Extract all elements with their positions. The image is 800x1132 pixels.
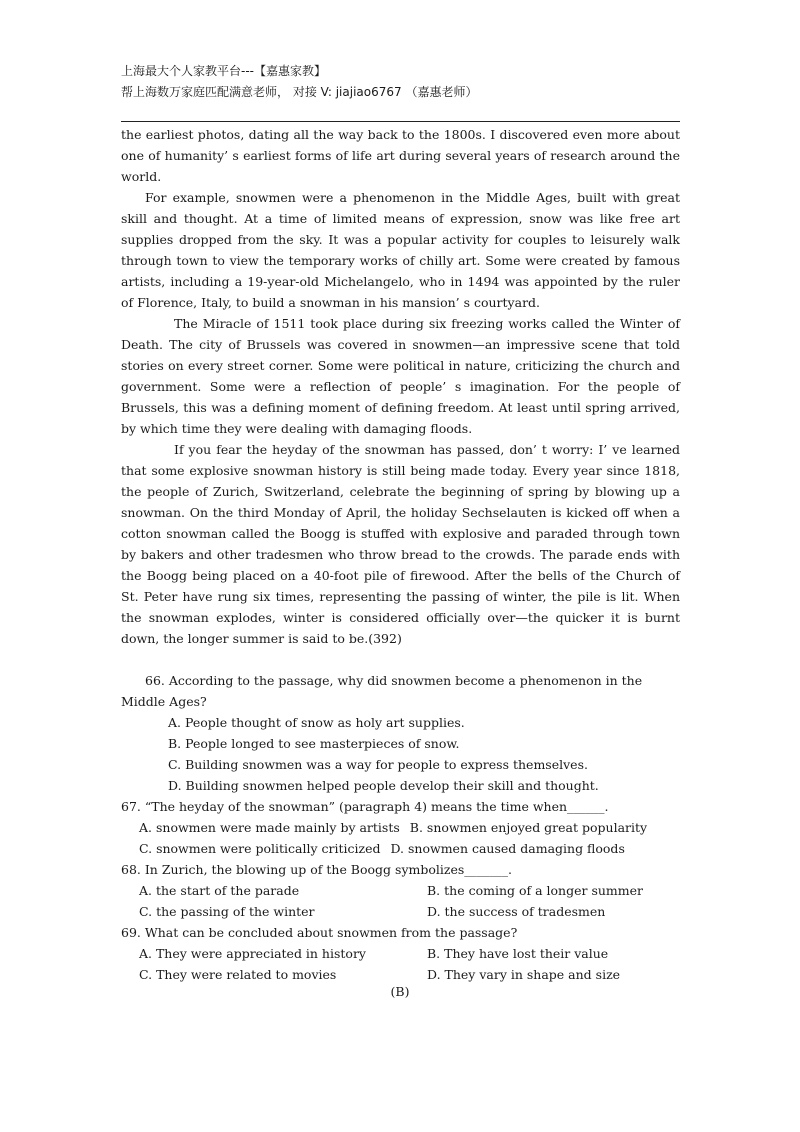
question-66-option-a: A. People thought of snow as holy art supplies. [168,715,465,730]
question-68-options-row-2 [121,901,680,922]
question-67-option-c: C. snowmen were politically criticized [139,841,381,856]
question-67-options-row-1 [121,817,680,838]
question-68-option-d: D. the success of tradesmen [427,904,606,919]
question-68-stem: 68. In Zurich, the blowing up of the Boogg symbolizes_______. [121,862,512,877]
question-66 [121,670,680,796]
question-69-option-d: D. They vary in shape and size [427,967,621,982]
question-66-option-d: D. Building snowmen helped people develop their skill and thought. [168,778,599,793]
header-contact-line: 帮上海数万家庭匹配满意老师， 对接 V: jiajiao6767 （嘉惠老师） [121,85,478,99]
question-67-stem: 67. “The heyday of the snowman” (paragraph 4) means the time when______. [121,799,609,814]
question-69-option-b: B. They have lost their value [427,946,609,961]
question-68-option-c: C. the passing of the winter [139,904,315,919]
question-69-stem: 69. What can be concluded about snowmen from the passage? [121,925,518,940]
question-67 [121,796,680,859]
question-67-options-row-2 [121,838,680,859]
question-69-option-c: C. They were related to movies [139,967,337,982]
question-67-option-a: A. snowmen were made mainly by artists [139,820,400,835]
spacer [121,649,680,670]
question-66-option-b: B. People longed to see masterpieces of snow. [168,736,460,751]
question-68-option-a: A. the start of the parade [139,883,300,898]
passage-paragraph-zurich: If you fear the heyday of the snowman has passed, don’ t worry: I’ ve learned that some explosive snowman history is still being made today. Every year since 1818, the people of Zurich, Switzerland, celebrate the beginning of spring by blowing up a snowman. On the third Monday of April, the holiday Sechselauten is kicked off when a cotton snowman called the Boogg is stuffed with explosive and paraded through town by bakers and other tradesmen who throw bread to the crowds. The parade ends with the Boogg being placed on a 40-foot pile of firewood. After the bells of the Church of St. Peter have rung six times, representing the passing of winter, the pile is lit. When the snowman explodes, winter is considered officially over—the quicker it is burnt down, the longer summer is said to be.(392) [121,442,680,646]
question-69-options-row-2 [121,964,680,985]
passage-paragraph-continued: the earliest photos, dating all the way back to the 1800s. I discovered even more about one of humanity’ s earliest forms of life art during several years of research around the world. [121,127,680,184]
question-69 [121,922,680,985]
question-67-option-d: D. snowmen caused damaging floods [390,841,625,856]
question-69-option-a: A. They were appreciated in history [139,946,366,961]
question-68 [121,859,680,922]
document-body [121,124,680,985]
question-69-options-row-1 [121,943,680,964]
page-header [121,61,681,103]
question-67-option-b: B. snowmen enjoyed great popularity [409,820,648,835]
section-label: (B) [390,984,410,999]
passage-paragraph-brussels: The Miracle of 1511 took place during six freezing works called the Winter of Death. The city of Brussels was covered in snowmen—an impressive scene that told stories on every street corner. Some were political in nature, criticizing the church and government. Some were a reflection of people’ s imagination. For the people of Brussels, this was a defining moment of defining freedom. At least until spring arrived, by which time they were dealing with damaging floods. [121,316,680,436]
question-66-option-c: C. Building snowmen was a way for people to express themselves. [168,757,588,772]
header-platform-line: 上海最大个人家教平台---【嘉惠家教】 [121,64,326,78]
question-68-options-row-1 [121,880,680,901]
question-66-stem: 66. According to the passage, why did snowmen become a phenomenon in the Middle Ages? [121,673,643,709]
passage-paragraph-middle-ages: For example, snowmen were a phenomenon in the Middle Ages, built with great skill and thought. At a time of limited means of expression, snow was like free art supplies dropped from the sky. It was a popular activity for couples to leisurely walk through town to view the temporary works of chilly art. Some were created by famous artists, including a 19-year-old Michelangelo, who in 1494 was appointed by the ruler of Florence, Italy, to build a snowman in his mansion’ s courtyard. [121,190,680,310]
question-68-option-b: B. the coming of a longer summer [427,883,643,898]
header-divider [121,121,680,122]
